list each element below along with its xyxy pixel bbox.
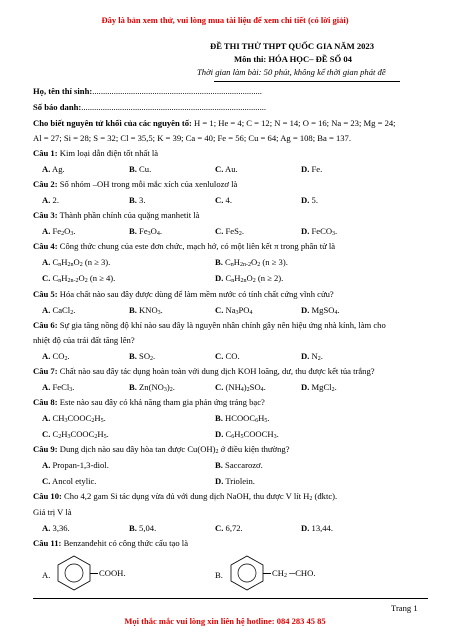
q5-option-a: A. CaCl$_2$. [42, 305, 76, 316]
q11-option-b-group: $CH_2$ ─CHO. [272, 568, 316, 579]
question-2: Câu 2: Số nhóm –OH trong mỗi mắc xích của xenlulozơ là [33, 179, 238, 189]
candidate-id-dots: ...................................................................................... [81, 102, 267, 112]
candidate-id-line [33, 103, 266, 112]
q8-option-c: C. $C_2H_3COOC_2H_5$. [42, 429, 109, 440]
q1-option-d: D. Fe. [301, 164, 323, 174]
time-note: Thời gian làm bài: 50 phút, không kể thời gian phát đề [197, 67, 386, 77]
q4-option-d: D. $C_nH_{2n}O_2$ (n ≥ 2). [215, 273, 284, 284]
footer-rule [33, 598, 428, 599]
q8-option-b: B. $HCOOC_6H_5$. [215, 413, 270, 424]
q7-option-c: C. $(NH_4)_2SO_4$. [215, 382, 266, 393]
exam-title: ĐỀ THI THỬ THPT QUỐC GIA NĂM 2023 [210, 41, 375, 51]
question-6: Câu 6: Sự gia tăng nồng độ khí nào sau đây là nguyên nhân chính gây nên hiệu ứng nhà kính, làm cho [33, 320, 386, 330]
page-number: Trang 1 [391, 603, 418, 613]
q2-option-d: D. 5. [301, 195, 318, 205]
q1-option-a: A. Ag. [42, 164, 65, 174]
q6-option-d: D. $N_2$. [301, 351, 323, 362]
q1-option-c: C. Au. [215, 164, 238, 174]
q9-option-c: C. Ancol etylic. [42, 476, 97, 486]
q3-option-b: B. $Fe_3O_4$. [129, 226, 163, 237]
atomic-masses-label: Cho biết nguyên tử khối của các nguyên tố: [33, 118, 192, 128]
q5-option-c: C. $Na_3PO_4$ [215, 305, 253, 316]
q11-option-b-label: B. [215, 570, 223, 580]
candidate-name-label: Họ, tên thí sinh: [33, 86, 93, 96]
q6-option-a: A. $CO_2$. [42, 351, 70, 362]
q8-option-a: A. $CH_3COOC_2H_5$. [42, 413, 106, 424]
bond-line [263, 573, 271, 574]
preview-banner: Đây là bản xem thử, vui lòng mua tài liệu để xem chi tiết (có lời giải) [101, 15, 349, 25]
question-10: Câu 10: Cho 4,2 gam Si tác dụng vừa đủ với dung dịch NaOH, thu được V lít $H_2$ (đktc). [33, 491, 338, 502]
q5-option-d: D. MgSO$_4$. [301, 305, 340, 316]
benzene-ring-icon [227, 554, 267, 592]
q4-option-c: C. $C_nH_{2n-2}O_2$ (n ≥ 4). [42, 273, 116, 284]
q2-option-a: A. 2. [42, 195, 59, 205]
q10-option-b: B. 5,04. [129, 523, 157, 533]
question-10-line2: Giá trị V là [33, 507, 72, 517]
q11-option-a-group: COOH. [99, 568, 126, 578]
atomic-masses-line2: Al = 27; Si = 28; S = 32; Cl = 35,5; K = 39; Ca = 40; Fe = 56; Cu = 64; Ag = 108; Ba = 137. [33, 133, 351, 143]
header-rule [214, 81, 400, 82]
q11-option-a-label: A. [42, 570, 51, 580]
q6-option-b: B. $SO_2$. [129, 351, 156, 362]
q3-option-a: A. $Fe_2O_3$. [42, 226, 76, 237]
question-7: Câu 7: Chất nào sau đây tác dụng hoàn toàn với dung dịch KOH loãng, dư, thu được kết tủa trắng? [33, 366, 375, 376]
candidate-name-line [33, 87, 262, 96]
question-9: Câu 9: Dung dịch nào sau đây hòa tan được $Cu(OH)_2$ ở điều kiện thường? [33, 444, 290, 455]
q10-option-d: D. 13,44. [301, 523, 333, 533]
q9-option-b: B. Saccarozơ. [215, 460, 263, 470]
question-6-line2: nhiệt độ của trái đất tăng lên? [33, 335, 135, 345]
candidate-name-dots: ............................................................................... [92, 86, 262, 96]
candidate-id-label: Số báo danh: [33, 102, 82, 112]
question-5: Câu 5: Hóa chất nào sau đây được dùng để làm mềm nước có tính chất cứng vĩnh cửu? [33, 289, 334, 299]
q3-option-d: D. FeCO$_3$. [301, 226, 338, 237]
question-4: Câu 4: Công thức chung của este đơn chức, mạch hở, có một liên kết π trong phân tử là [33, 241, 336, 251]
q7-option-a: A. FeCl$_3$. [42, 382, 75, 393]
q8-option-d: D. $C_6H_5COOCH_3$. [215, 429, 279, 440]
q2-option-b: B. 3. [129, 195, 146, 205]
question-3: Câu 3: Thành phần chính của quặng manhetit là [33, 210, 200, 220]
hotline-banner: Mọi thắc mắc vui lòng xin liên hệ hotline: 084 283 45 85 [124, 616, 326, 626]
q2-option-c: C. 4. [215, 195, 232, 205]
q6-option-c: C. CO. [215, 351, 240, 361]
question-8: Câu 8: Este nào sau đây có khả năng tham gia phản ứng tráng bạc? [33, 397, 265, 407]
q4-option-a: A. $C_nH_{2n}O_2$ (n ≥ 3). [42, 257, 111, 268]
q7-option-d: D. MgCl$_2$. [301, 382, 337, 393]
benzene-ring-icon [54, 554, 94, 592]
subject-line: Môn thi: HÓA HỌC– ĐỀ SỐ 04 [234, 54, 352, 64]
q10-option-a: A. 3,36. [42, 523, 70, 533]
q9-option-a: A. Propan-1,3-diol. [42, 460, 109, 470]
atomic-masses-line1: Cho biết nguyên tử khối của các nguyên tố: H = 1; He = 4; C = 12; N = 14; O = 16; Na = 23; Mg = 24; [33, 118, 396, 128]
q4-option-b: B. $C_nH_{2n-2}O_2$ (n ≥ 3). [215, 257, 288, 268]
q3-option-c: C. FeS$_2$. [215, 226, 245, 237]
question-11: Câu 11: Benzanđehit có công thức cấu tạo là [33, 538, 189, 548]
q5-option-b: B. $KNO_3$. [129, 305, 163, 316]
q7-option-b: B. $Zn(NO_3)_2$. [129, 382, 175, 393]
bond-line [90, 573, 98, 574]
q1-option-b: B. Cu. [129, 164, 152, 174]
q9-option-d: D. Triolein. [215, 476, 255, 486]
question-1: Câu 1: Kim loại dẫn điện tốt nhất là [33, 148, 159, 158]
q10-option-c: C. 6,72. [215, 523, 243, 533]
